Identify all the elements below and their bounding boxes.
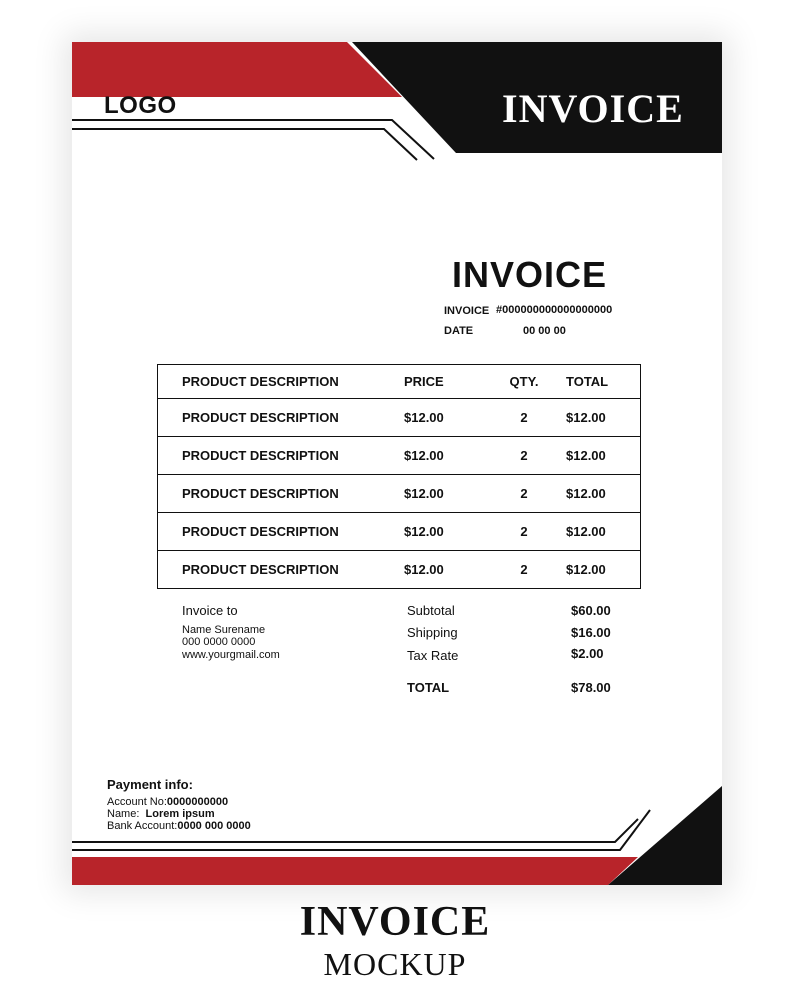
- invoice-page: [72, 42, 722, 885]
- table-header-row: [158, 365, 641, 399]
- invoice-label: INVOICE: [444, 305, 490, 317]
- account-no-label: Account No:: [107, 796, 167, 808]
- client-email: www.yourgmail.com: [182, 649, 280, 661]
- date-value: 00 00 00: [523, 325, 566, 337]
- date-label: DATE: [444, 325, 474, 337]
- items-table: [157, 364, 641, 589]
- cell-price: $12.00: [404, 551, 492, 589]
- bottom-black-triangle: [608, 786, 722, 885]
- client-phone: 000 0000 0000: [182, 636, 256, 648]
- shipping-value: $16.00: [571, 625, 611, 640]
- caption-line-2: MOCKUP: [323, 946, 467, 982]
- cell-total: $12.00: [556, 551, 641, 589]
- cell-qty: 2: [492, 475, 556, 513]
- bank-account-value: 0000 000 0000: [177, 820, 251, 832]
- payment-name-value: Lorem ipsum: [145, 808, 215, 820]
- cell-qty: 2: [492, 437, 556, 475]
- cell-description: PRODUCT DESCRIPTION: [158, 551, 405, 589]
- table-row: [158, 551, 641, 589]
- table-row: [158, 399, 641, 437]
- client-name: Name Surename: [182, 624, 266, 636]
- invoice-number: #000000000000000000: [496, 304, 613, 316]
- total-value: $78.00: [571, 680, 611, 695]
- total-label: TOTAL: [407, 680, 450, 695]
- cell-description: PRODUCT DESCRIPTION: [158, 475, 405, 513]
- cell-description: PRODUCT DESCRIPTION: [158, 513, 405, 551]
- payment-heading: Payment info:: [107, 777, 193, 792]
- cell-qty: 2: [492, 551, 556, 589]
- cell-price: $12.00: [404, 513, 492, 551]
- payment-name-line: [107, 808, 215, 820]
- tax-value: $2.00: [571, 646, 604, 661]
- header-price: PRICE: [404, 365, 492, 399]
- bottom-red-band: [72, 857, 638, 885]
- cell-total: $12.00: [556, 437, 641, 475]
- cell-price: $12.00: [404, 475, 492, 513]
- banner-title: INVOICE: [502, 86, 684, 131]
- cell-total: $12.00: [556, 513, 641, 551]
- cell-description: PRODUCT DESCRIPTION: [158, 437, 405, 475]
- cell-total: $12.00: [556, 399, 641, 437]
- top-line-2: [72, 129, 417, 160]
- bank-account-label: Bank Account:: [107, 820, 178, 832]
- table-row: [158, 475, 641, 513]
- invoice-to-label: Invoice to: [182, 603, 238, 618]
- top-red-band: [72, 42, 402, 97]
- cell-description: PRODUCT DESCRIPTION: [158, 399, 405, 437]
- header-qty: QTY.: [492, 365, 556, 399]
- top-line-1: [72, 120, 434, 159]
- header-description: PRODUCT DESCRIPTION: [158, 365, 405, 399]
- account-no-line: [107, 796, 228, 808]
- document-title: INVOICE: [452, 254, 608, 295]
- shipping-label: Shipping: [407, 625, 458, 640]
- account-no-value: 0000000000: [166, 796, 229, 808]
- caption-line-1: INVOICE: [299, 899, 491, 945]
- cell-price: $12.00: [404, 437, 492, 475]
- header-total: TOTAL: [556, 365, 641, 399]
- table-row: [158, 437, 641, 475]
- cell-price: $12.00: [404, 399, 492, 437]
- logo: LOGO: [104, 92, 177, 119]
- subtotal-label: Subtotal: [407, 603, 455, 618]
- tax-label: Tax Rate: [407, 648, 459, 663]
- subtotal-value: $60.00: [571, 603, 611, 618]
- cell-qty: 2: [492, 513, 556, 551]
- cell-qty: 2: [492, 399, 556, 437]
- cell-total: $12.00: [556, 475, 641, 513]
- bank-account-line: [107, 820, 251, 832]
- table-row: [158, 513, 641, 551]
- payment-name-label: Name:: [107, 808, 140, 820]
